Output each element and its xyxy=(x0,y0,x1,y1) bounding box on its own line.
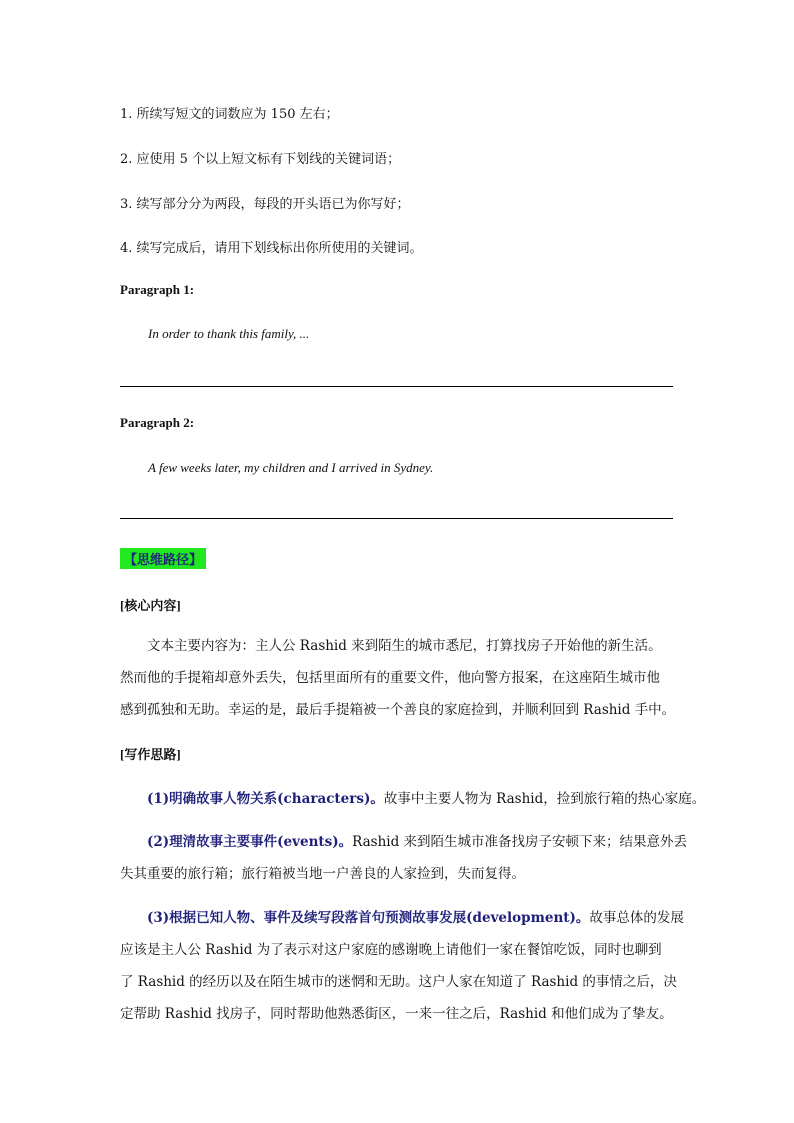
requirement-4: 4. 续写完成后，请用下划线标出你所使用的关键词。 xyxy=(120,241,423,256)
paragraph-1-label: Paragraph 1: xyxy=(120,282,195,297)
writing-item-2-keyword: (2)理清故事主要事件(events)。 xyxy=(147,834,353,850)
writing-line-1 xyxy=(120,386,673,387)
thinking-path-tag: 【思维路径】 xyxy=(120,548,206,569)
writing-item-3 xyxy=(120,902,684,1030)
writing-item-3-keyword: (3)根据已知人物、事件及续写段落首句预测故事发展(development)。 xyxy=(147,910,590,926)
requirement-2: 2. 应使用 5 个以上短文标有下划线的关键词语； xyxy=(120,152,401,167)
requirement-3: 3. 续写部分分为两段，每段的开头语已为你写好； xyxy=(120,197,410,212)
paragraph-2-opener: A few weeks later, my children and I arrived in Sydney. xyxy=(148,460,434,475)
paragraph-2-label: Paragraph 2: xyxy=(120,415,195,430)
writing-line-2 xyxy=(120,518,673,519)
writing-item-3-line-4: 定帮助 Rashid 找房子，同时帮助他熟悉街区，一来一往之后，Rashid 和他们成为了挚友。 xyxy=(120,1006,673,1022)
writing-item-3-text-1: 故事总体的发展 xyxy=(589,910,684,926)
writing-item-3-line-3: 了 Rashid 的经历以及在陌生城市的迷惘和无助。这户人家在知道了 Rashid 的事情之后，决 xyxy=(120,974,677,990)
requirement-1: 1. 所续写短文的词数应为 150 左右； xyxy=(120,107,339,122)
writing-item-1 xyxy=(120,783,706,815)
writing-item-3-line-2: 应该是主人公 Rashid 为了表示对这户家庭的感谢晚上请他们一家在餐馆吃饭，同时也聊到 xyxy=(120,942,662,958)
core-content-heading: [核心内容] xyxy=(120,598,181,613)
core-content-body xyxy=(120,630,675,726)
paragraph-1-opener: In order to thank this family, ... xyxy=(148,326,310,341)
writing-item-1-keyword: (1)明确故事人物关系(characters)。 xyxy=(147,791,384,807)
writing-item-2-text-1: Rashid 来到陌生城市准备找房子安顿下来；结果意外丢 xyxy=(352,834,688,850)
writing-item-1-text: 故事中主要人物为 Rashid，捡到旅行箱的热心家庭。 xyxy=(383,791,706,807)
core-line-3: 感到孤独和无助。幸运的是，最后手提箱被一个善良的家庭捡到，并顺利回到 Rashid 手中。 xyxy=(120,702,676,718)
core-line-1: 文本主要内容为：主人公 Rashid 来到陌生的城市悉尼，打算找房子开始他的新生活。 xyxy=(147,638,662,654)
writing-approach-heading: [写作思路] xyxy=(120,747,181,762)
writing-item-2-text-2: 失其重要的旅行箱；旅行箱被当地一户善良的人家捡到，失而复得。 xyxy=(120,866,525,882)
core-line-2: 然而他的手提箱却意外丢失，包括里面所有的重要文件，他向警方报案，在这座陌生城市他 xyxy=(120,670,660,686)
writing-item-2 xyxy=(120,826,688,890)
